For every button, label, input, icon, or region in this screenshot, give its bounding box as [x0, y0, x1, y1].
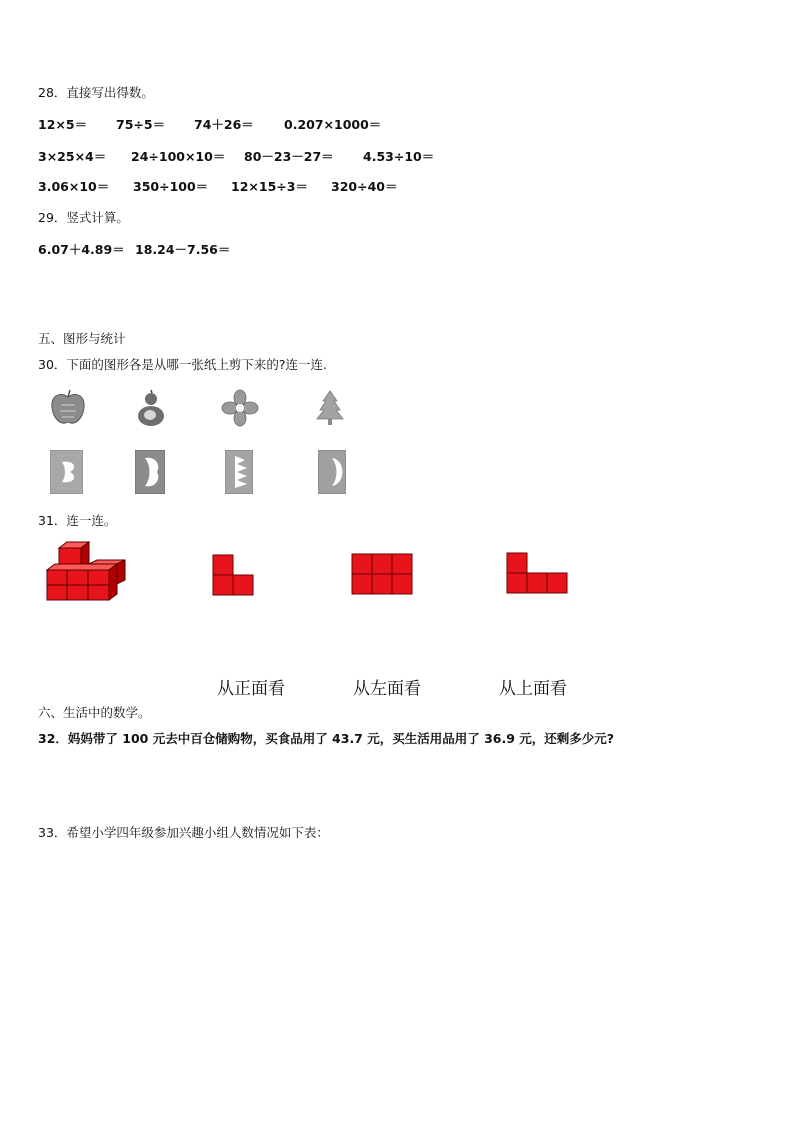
q29-title: 29．竖式计算。 — [38, 210, 129, 225]
view-shape-rect — [351, 553, 413, 595]
q29-item: 6.07＋4.89＝ — [38, 242, 125, 257]
q28-title: 28．直接写出得数。 — [38, 85, 154, 100]
q32-text: 32．妈妈带了 100 元去中百仓储购物，买食品用了 43.7 元，买生活用品用了 36.9 元，还剩多少元? — [38, 731, 615, 746]
q28-item: 80－23－27＝ — [244, 149, 334, 164]
paper-with-hole-c — [225, 450, 253, 494]
paper-with-hole-a — [50, 450, 83, 494]
q31-title: 31．连一连。 — [38, 513, 117, 528]
paper-with-hole-d — [318, 450, 346, 494]
q28-item: 4.53÷10＝ — [363, 149, 435, 164]
view-shape-long-l — [506, 552, 568, 594]
q28-item: 75÷5＝ — [116, 117, 166, 132]
q28-item: 3.06×10＝ — [38, 179, 110, 194]
q29-item: 18.24－7.56＝ — [135, 242, 231, 257]
q28-item: 3×25×4＝ — [38, 149, 107, 164]
q28-item: 24÷100×10＝ — [131, 149, 226, 164]
q28-item: 74＋26＝ — [194, 117, 254, 132]
q28-item: 12×5＝ — [38, 117, 88, 132]
q28-item: 12×15÷3＝ — [231, 179, 308, 194]
view-label-left: 从左面看 — [353, 679, 421, 699]
cube-stack-figure — [45, 540, 127, 604]
view-label-top: 从上面看 — [499, 679, 567, 699]
q28-item: 350÷100＝ — [133, 179, 209, 194]
q28-item: 0.207×1000＝ — [284, 117, 382, 132]
q28-item: 320÷40＝ — [331, 179, 398, 194]
section-6-heading: 六、生活中的数学。 — [38, 705, 151, 720]
view-label-front: 从正面看 — [217, 679, 285, 699]
tree-icon — [315, 389, 345, 427]
apple-icon — [48, 389, 88, 427]
flower-icon — [221, 389, 259, 427]
paper-with-hole-b — [135, 450, 165, 494]
section-5-heading: 五、图形与统计 — [38, 331, 126, 346]
view-shape-l — [212, 554, 255, 596]
q30-title: 30．下面的图形各是从哪一张纸上剪下来的?连一连. — [38, 357, 328, 372]
q33-text: 33．希望小学四年级参加兴趣小组人数情况如下表： — [38, 825, 329, 840]
gourd-icon — [135, 389, 167, 427]
